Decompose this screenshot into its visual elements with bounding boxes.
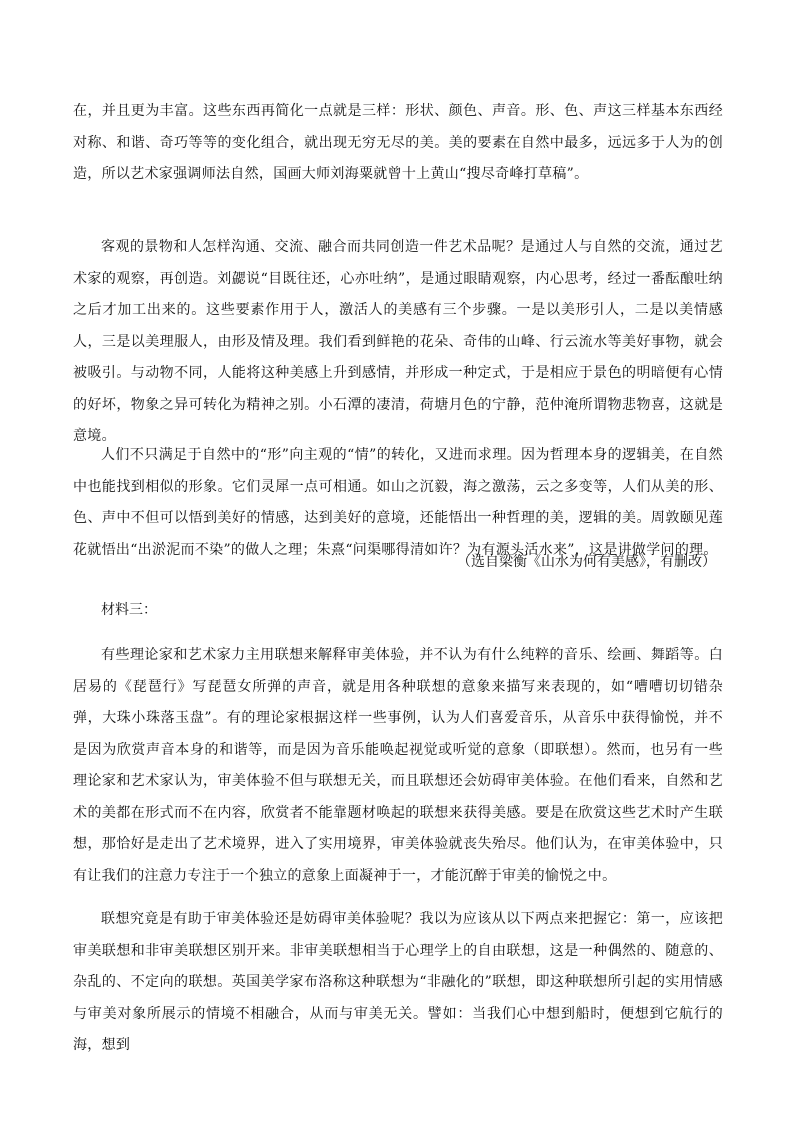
- paragraph-5: 联想究竟是有助于审美体验还是妨碍审美体验呢？我以为应该从以下两点来把握它：第一，应该把审美联想和非审美联想区别开来。非审美联想相当于心理学上的自由联想，这是一种偶然的、随意的、杂乱的、不定向的联想。英国美学家布洛称这种联想为“非融化的”联想，即这种联想所引起的实用情感与审美对象所展示的情境不相融合，从而与审美无关。譬如：当我们心中想到船时，便想到它航行的海，想到: [73, 911, 723, 1053]
- paragraph-1: 在，并且更为丰富。这些东西再简化一点就是三样：形状、颜色、声音。形、色、声这三样基本东西经对称、和谐、奇巧等等的变化组合，就出现无穷无尽的美。美的要素在自然中最多，远远多于人为的创造，所以艺术家强调师法自然，国画大师刘海粟就曾十上黄山“搜尽奇峰打草稿”。: [73, 103, 723, 182]
- paragraph-3: 人们不只满足于自然中的“形”向主观的“情”的转化，又进而求理。因为哲理本身的逻辑美，在自然中也能找到相似的形象。它们灵犀一点可相通。如山之沉毅，海之激荡，云之多变等，人们从美的形、色、声中不但可以悟到美好的情感，达到美好的意境，还能悟出一种哲理的美，逻辑的美。周敦颐见莲花就悟出“出淤泥而不染”的做人之理；朱熹“问渠哪得清如许？为有源头活水来”，这是讲做学问的理。: [73, 447, 723, 558]
- paragraph-2: 客观的景物和人怎样沟通、交流、融合而共同创造一件艺术品呢？是通过人与自然的交流，通过艺术家的观察，再创造。刘勰说“目既往还，心亦吐纳”，是通过眼睛观察，内心思考，经过一番酝酿吐纳之后才加工出来的。这些要素作用于人，激活人的美感有三个步骤。一是以美形引人，二是以美情感人，三是以美理服人，由形及情及理。我们看到鲜艳的花朵、奇伟的山峰、行云流水等美好事物，就会被吸引。与动物不同，人能将这种美感上升到感情，并形成一种定式，于是相应于景色的明暗便有心情的好坏，物象之异可转化为精神之别。小石潭的凄清，荷塘月色的宁静，范仲淹所谓物悲物喜，这就是意境。: [73, 239, 723, 444]
- source-citation: （选自梁衡《山水为何有美感》，有删改）: [457, 554, 716, 570]
- paragraph-4: 有些理论家和艺术家力主用联想来解释审美体验，并不认为有什么纯粹的音乐、绘画、舞蹈等。白居易的《琵琶行》写琵琶女所弹的声音，就是用各种联想的意象来描写来表现的，如“嘈嘈切切错杂弹，大珠小珠落玉盘”。有的理论家根据这样一些事例，认为人们喜爱音乐，从音乐中获得愉悦，并不是因为欣赏声音本身的和谐等，而是因为音乐能唤起视觉或听觉的意象（即联想）。然而，也另有一些理论家和艺术家认为，审美体验不但与联想无关，而且联想还会妨碍审美体验。在他们看来，自然和艺术的美都在形式而不在内容，欣赏者不能靠题材唤起的联想来获得美感。要是在欣赏这些艺术时产生联想，那恰好是走出了艺术境界，进入了实用境界，审美体验就丧失殆尽。他们认为，在审美体验中，只有让我们的注意力专注于一个独立的意象上面凝神于一，才能沉醉于审美的愉悦之中。: [73, 647, 723, 884]
- material-three-label: 材料三：: [101, 602, 157, 618]
